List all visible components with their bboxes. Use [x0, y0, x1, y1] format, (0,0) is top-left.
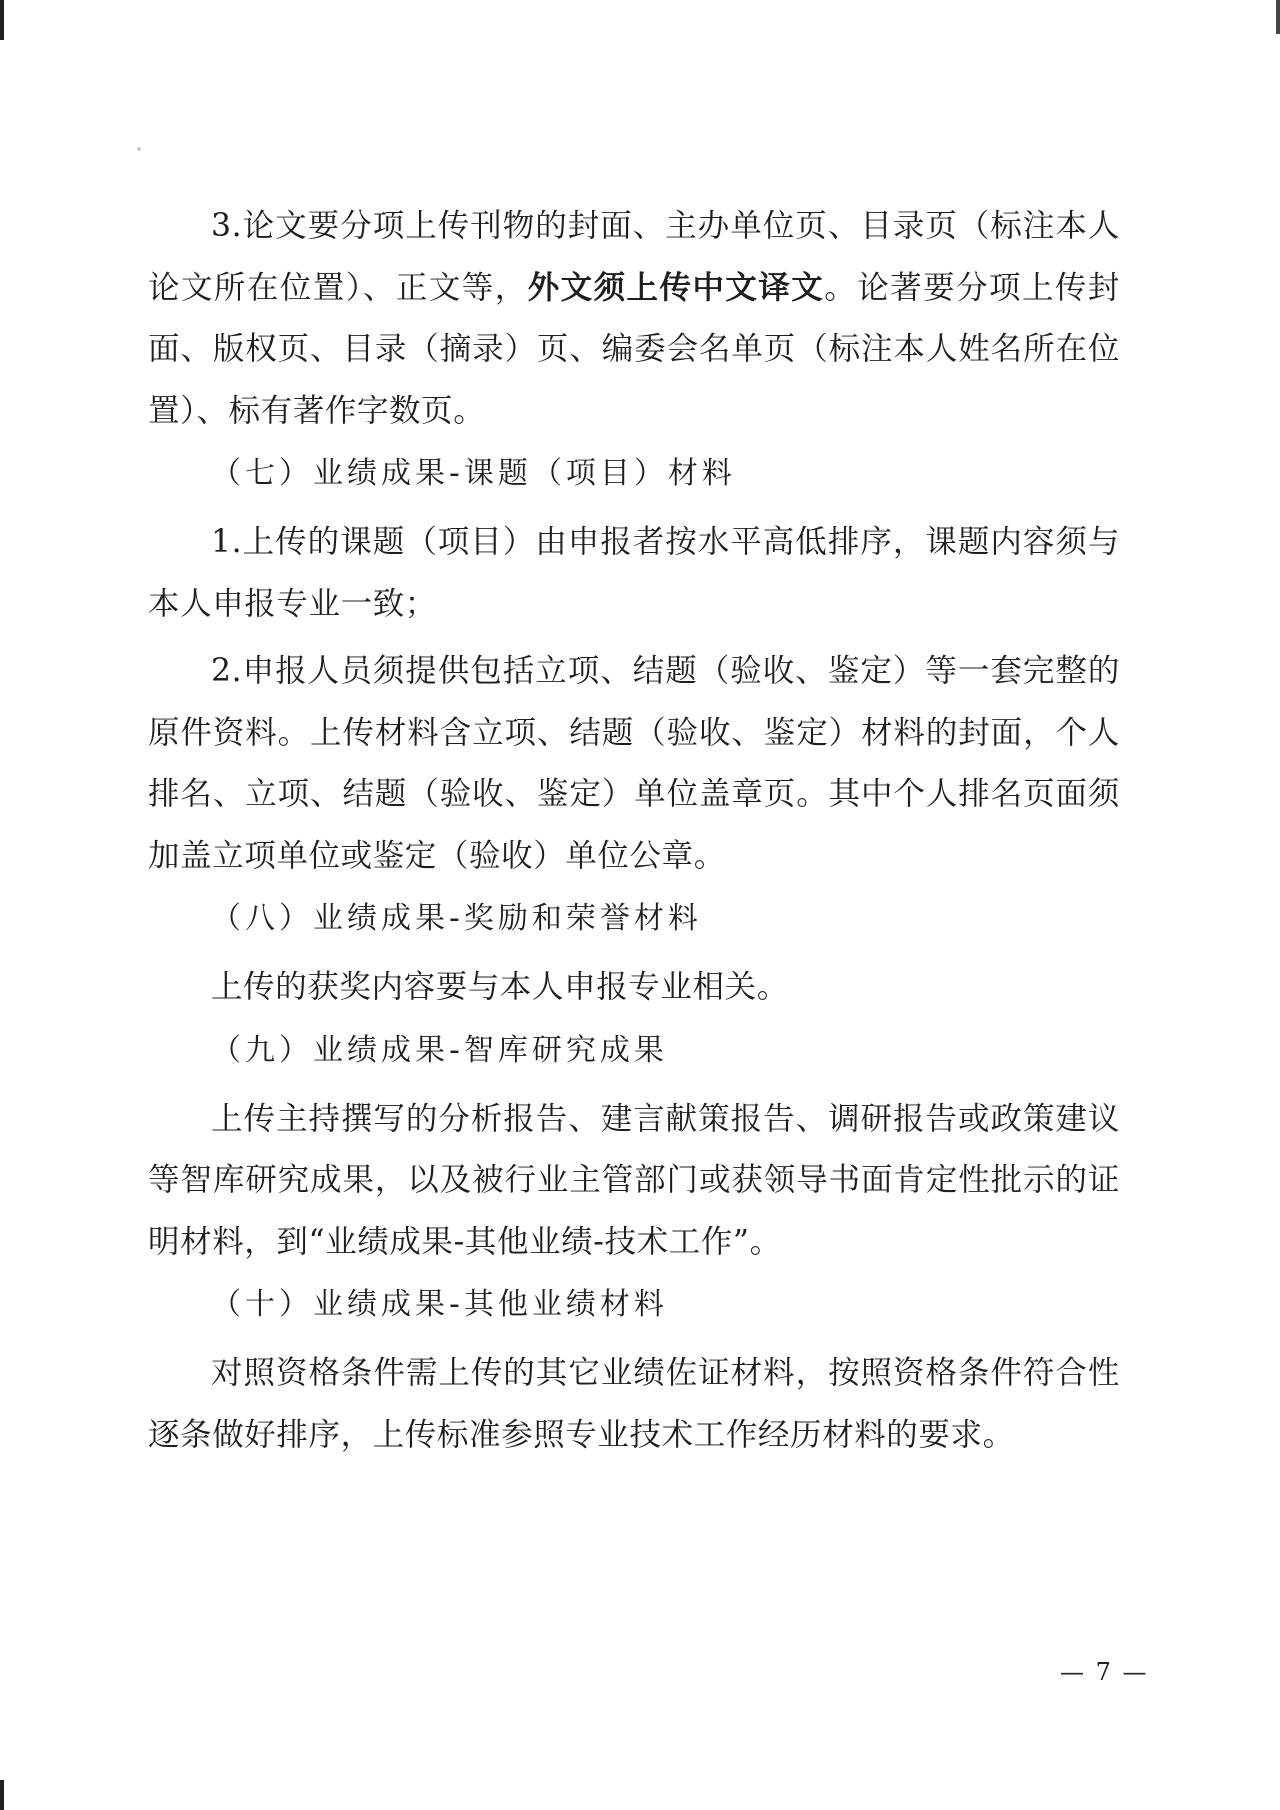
paragraph-other-achievements: 对照资格条件需上传的其它业绩佐证材料，按照资格条件符合性逐条做好排序，上传标准参照专业技术工作经历材料的要求。: [148, 1355, 1120, 1453]
bold-emphasis: 外文须上传中文译文: [527, 269, 825, 306]
scan-edge-mark: [0, 1780, 4, 1810]
paragraph-paper-upload: [148, 196, 1120, 442]
document-body: [148, 196, 1120, 1466]
section-heading-9: （九）业绩成果-智库研究成果: [211, 1032, 668, 1068]
paragraph-text: 3.论文要分项上传刊物的封面、主办单位页、目录页（标注本人论文所在位置）、正文等，: [148, 208, 1120, 306]
paragraph-project-order: 1.上传的课题（项目）由申报者按水平高低排序，课题内容须与本人申报专业一致；: [148, 524, 1120, 622]
section-heading-7: （七）业绩成果-课题（项目）材料: [211, 456, 736, 491]
scan-speck: [137, 147, 141, 151]
scan-edge-mark: [0, 0, 4, 40]
section-heading-8: （八）业绩成果-奖励和荣誉材料: [211, 901, 702, 936]
scan-edge-mark: [1276, 0, 1280, 34]
paragraph-text: 。论著要分项上传封面、版权页、目录（摘录）页、编委会名单页（标注本人姓名所在位置）、标有著作字数页。: [148, 269, 1120, 429]
page-number: — 7 —: [1060, 1658, 1149, 1686]
paragraph-awards: 上传的获奖内容要与本人申报专业相关。: [211, 969, 789, 1005]
paragraph-think-tank: 上传主持撰写的分析报告、建言献策报告、调研报告或政策建议等智库研究成果，以及被行业主管部门或获领导书面肯定性批示的证明材料，到“业绩成果-其他业绩-技术工作”。: [148, 1100, 1120, 1260]
paragraph-project-materials: 2.申报人员须提供包括立项、结题（验收、鉴定）等一套完整的原件资料。上传材料含立项、结题（验收、鉴定）材料的封面，个人排名、立项、结题（验收、鉴定）单位盖章页。其中个人排名页面须加盖立项单位或鉴定（验收）单位公章。: [148, 653, 1120, 874]
section-heading-10: （十）业绩成果-其他业绩材料: [211, 1287, 668, 1322]
